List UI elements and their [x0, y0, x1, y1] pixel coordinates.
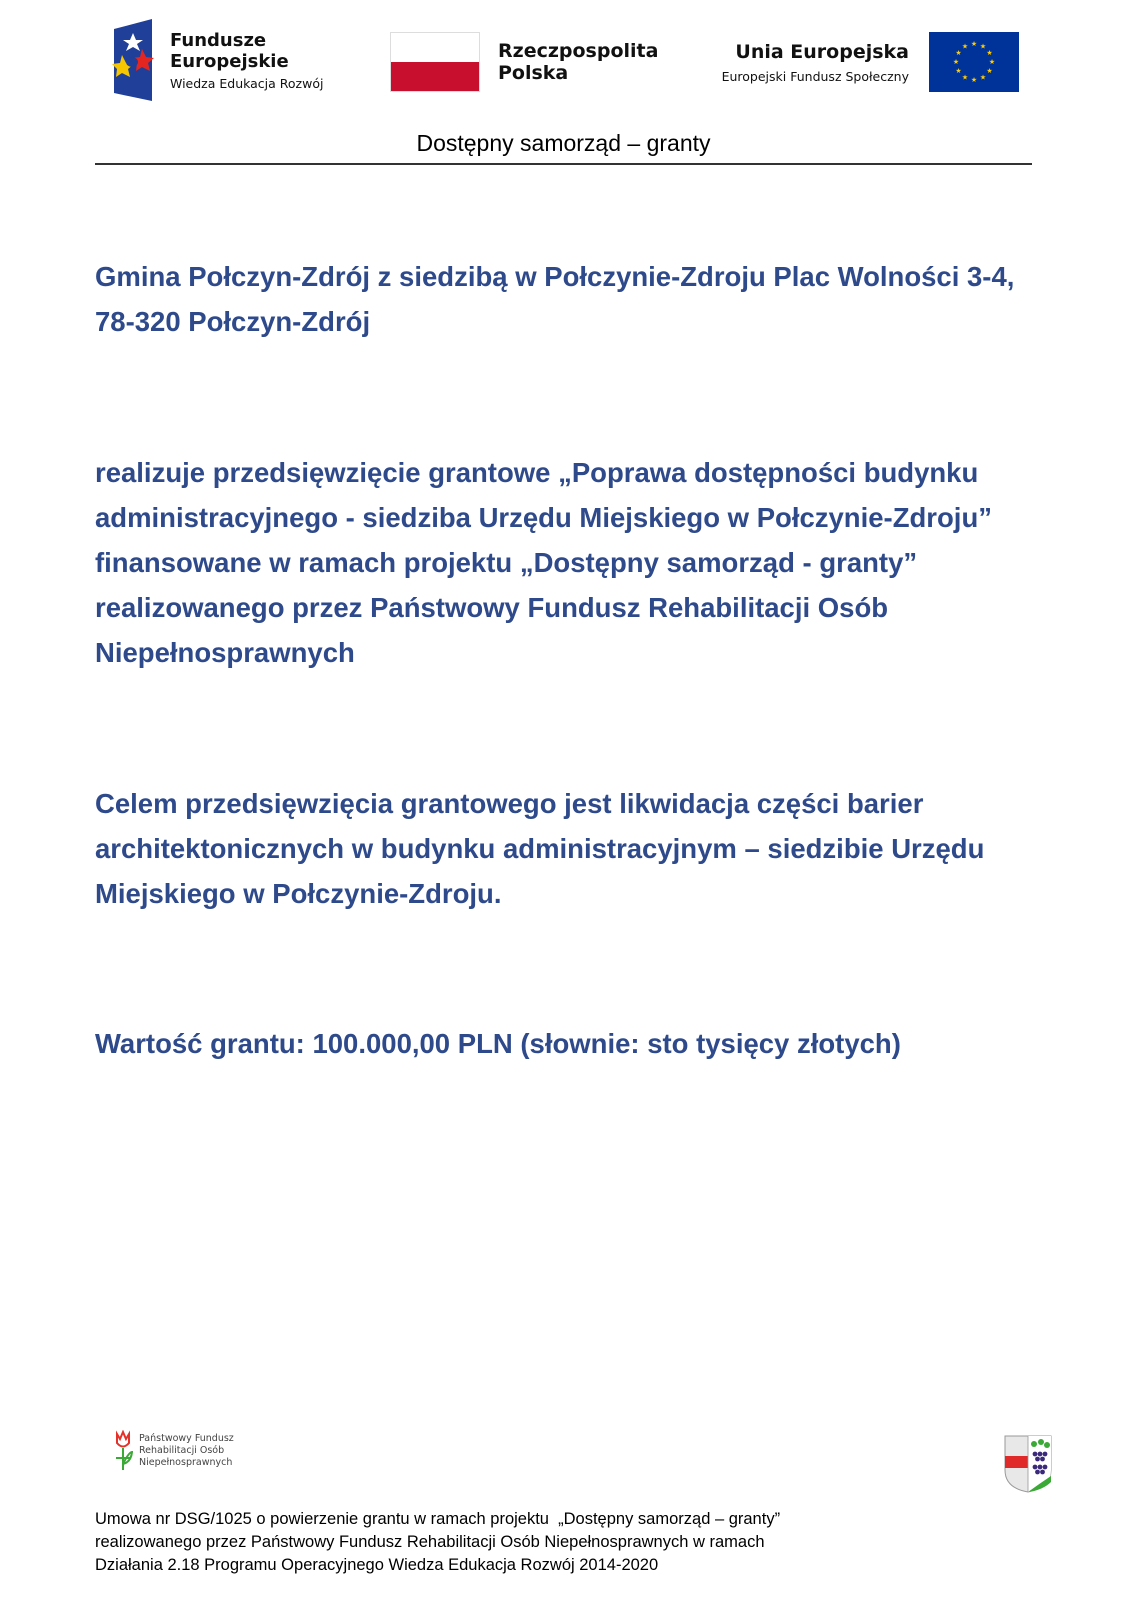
text-line: administracyjnego - siedziba Urzędu Miejskiego w Połczynie-Zdroju”: [95, 502, 992, 533]
coat-of-arms-icon: [1003, 1434, 1053, 1494]
svg-text:★: ★: [955, 67, 962, 75]
eu-flag-icon: [929, 32, 1019, 92]
text-line: Miejskiego w Połczynie-Zdroju.: [95, 878, 502, 909]
running-header-title: Dostępny samorząd – granty: [416, 130, 711, 156]
svg-text:★: ★: [970, 76, 978, 84]
ue-title: Unia Europejska: [735, 40, 909, 63]
text-line: Wartość grantu: 100.000,00 PLN (słownie: sto tysięcy złotych): [95, 1028, 901, 1059]
grant-value-paragraph: [95, 1021, 1035, 1066]
text-line: Gmina Połczyn-Zdrój z siedzibą w Połczynie-Zdroju Plac Wolności 3-4,: [95, 261, 1015, 292]
fundusze-europejskie-logo: [112, 18, 342, 102]
svg-text:★: ★: [961, 42, 969, 51]
text-line: 78-320 Połczyn-Zdrój: [95, 306, 371, 337]
project-goal-paragraph: [95, 781, 1035, 916]
svg-text:★: ★: [979, 42, 987, 51]
project-description-paragraph: [95, 450, 1035, 675]
text-line: Niepełnosprawnych: [95, 637, 355, 668]
text-line: realizuje przedsięwzięcie grantowe „Poprawa dostępności budynku: [95, 457, 979, 488]
fe-subtitle: Wiedza Edukacja Rozwój: [170, 75, 324, 91]
svg-text:★: ★: [986, 67, 993, 75]
footer-agreement-note: [95, 1508, 915, 1577]
svg-text:★: ★: [955, 49, 962, 57]
rp-line2: Polska: [498, 62, 569, 84]
footer-line: realizowanego przez Państwowy Fundusz Rehabilitacji Osób Niepełnosprawnych w ramach: [95, 1533, 765, 1551]
svg-text:★: ★: [970, 40, 978, 48]
svg-text:★: ★: [979, 73, 987, 82]
rp-line1: Rzeczpospolita: [498, 40, 659, 62]
svg-text:★: ★: [952, 58, 960, 66]
fundusze-europejskie-emblem-icon: [112, 19, 154, 101]
svg-text:★: ★: [986, 49, 993, 57]
svg-text:★: ★: [988, 58, 996, 66]
text-line: realizowanego przez Państwowy Fundusz Rehabilitacji Osób: [95, 592, 889, 623]
svg-text:★: ★: [961, 73, 969, 82]
pfron-line1: Państwowy Fundusz: [139, 1433, 234, 1444]
beneficiary-address-paragraph: [95, 254, 1035, 344]
polish-flag-icon: [390, 32, 480, 92]
text-line: finansowane w ramach projektu „Dostępny samorząd - granty”: [95, 547, 918, 578]
pfron-logo: [113, 1430, 234, 1472]
pfron-tulip-icon: [113, 1430, 133, 1472]
rzeczpospolita-polska-logo: [390, 30, 658, 94]
pfron-line2: Rehabilitacji Osób: [139, 1445, 225, 1456]
unia-europejska-logo: [722, 30, 1019, 94]
ue-subtitle: Europejski Fundusz Społeczny: [721, 68, 909, 84]
header-divider: [95, 163, 1032, 165]
fe-title-line2: Europejskie: [170, 50, 289, 72]
footer-line: Działania 2.18 Programu Operacyjnego Wiedza Edukacja Rozwój 2014-2020: [95, 1556, 659, 1574]
pfron-line3: Niepełnosprawnych: [139, 1457, 233, 1468]
fe-title-line1: Fundusze: [170, 29, 267, 51]
text-line: architektonicznych w budynku administracyjnym – siedzibie Urzędu: [95, 833, 985, 864]
footer-line: Umowa nr DSG/1025 o powierzenie grantu w ramach projektu „Dostępny samorząd – granty”: [95, 1510, 781, 1528]
text-line: Celem przedsięwzięcia grantowego jest likwidacja części barier: [95, 788, 924, 819]
